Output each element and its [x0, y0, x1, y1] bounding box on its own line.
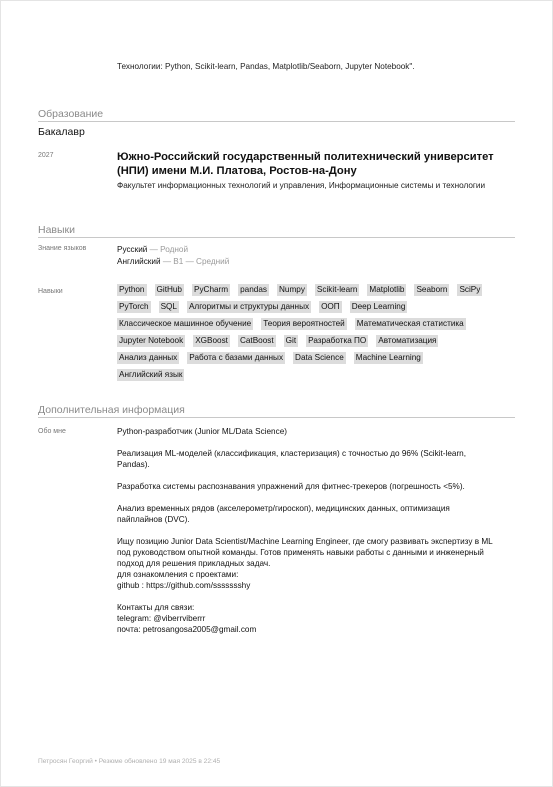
- skill-tag: XGBoost: [195, 336, 228, 345]
- technologies-line: Технологии: Python, Scikit-learn, Pandas, Matplotlib/Seaborn, Jupyter Notebook".: [117, 62, 415, 71]
- skill-tag: pandas: [240, 285, 267, 294]
- about-line: Разработка системы распознавания упражнений для фитнес-трекеров (погрешность <5%).: [117, 482, 465, 491]
- skill-tag: Разработка ПО: [308, 336, 367, 345]
- language-english: [117, 257, 229, 266]
- paragraph-gap: [117, 437, 497, 448]
- skill-tag: SciPy: [459, 285, 481, 294]
- language-name: Английский: [117, 257, 161, 266]
- skills-list: [117, 284, 497, 381]
- about-line: Python-разработчик (Junior ML/Data Science): [117, 427, 287, 436]
- about-line: Реализация ML-моделей (классификация, кластеризация) с точностью до 96% (Scikit-learn, Pandas).: [117, 449, 467, 469]
- skill-tag: Теория вероятностей: [263, 319, 345, 328]
- skill-tag: Matplotlib: [369, 285, 405, 294]
- skill-tag: Data Science: [295, 353, 344, 362]
- paragraph-gap: [117, 470, 497, 481]
- paragraph-gap: [117, 525, 497, 536]
- skill-tag: Классическое машинное обучение: [119, 319, 252, 328]
- skill-tag: Математическая статистика: [356, 319, 464, 328]
- language-russian: [117, 245, 188, 254]
- skill-tag: Numpy: [278, 285, 305, 294]
- education-section-title: Образование: [38, 108, 104, 120]
- languages-label: Знание языков: [38, 245, 87, 252]
- skill-tag: Scikit-learn: [316, 285, 358, 294]
- about-line: для ознакомления с проектами:: [117, 570, 239, 579]
- about-line: github : https://github.com/ssssssshy: [117, 581, 251, 590]
- paragraph-gap: [117, 591, 497, 602]
- skill-tag: Английский язык: [119, 370, 183, 379]
- skill-tag: Git: [285, 336, 297, 345]
- skill-tag: Анализ данных: [119, 353, 178, 362]
- skill-tag: SQL: [160, 302, 177, 311]
- additional-divider: [38, 417, 515, 418]
- skill-tag: Deep Learning: [351, 302, 406, 311]
- about-line: Ищу позицию Junior Data Scientist/Machine Learning Engineer, где смогу развивать экспертизу в ML под руководством опытной команды. Готов применять навыки работы с данными и инженерный подход для решения прикладных задач.: [117, 537, 493, 568]
- about-line: telegram: @viberrviberrr: [117, 614, 206, 623]
- skill-tag: Jupyter Notebook: [119, 336, 184, 345]
- education-year: 2027: [38, 152, 54, 159]
- language-level: — Родной: [147, 245, 189, 254]
- about-line: почта: petrosangosa2005@gmail.com: [117, 625, 257, 634]
- skill-tag: Seaborn: [416, 285, 448, 294]
- footer-text: Петросян Георгий • Резюме обновлено 19 мая 2025 в 22:45: [38, 758, 221, 765]
- language-name: Русский: [117, 245, 148, 254]
- about-line: Контакты для связи:: [117, 603, 195, 612]
- skill-tag: Алгоритмы и структуры данных: [188, 302, 310, 311]
- skill-tag: Machine Learning: [355, 353, 421, 362]
- about-label: Обо мне: [38, 428, 66, 435]
- skill-tag: Автоматизация: [378, 336, 437, 345]
- faculty: Факультет информационных технологий и управления, Информационные системы и технологии: [117, 181, 486, 190]
- additional-section-title: Дополнительная информация: [38, 404, 185, 416]
- skill-tag: GitHub: [156, 285, 182, 294]
- degree: Бакалавр: [38, 126, 85, 138]
- skills-divider: [38, 237, 515, 238]
- university-name: Южно-Российский государственный политехнический университет (НПИ) имени М.И. Платова, Ростов-на-Дону: [117, 151, 494, 177]
- about-text: [117, 426, 497, 635]
- paragraph-gap: [117, 492, 497, 503]
- about-line: Анализ временных рядов (акселерометр/гироскоп), медицинских данных, оптимизация пайплайнов (DVC).: [117, 504, 450, 524]
- language-level: — B1 — Средний: [160, 257, 230, 266]
- education-divider: [38, 121, 515, 122]
- skills-section-title: Навыки: [38, 224, 76, 236]
- skill-tag: PyTorch: [119, 302, 149, 311]
- skill-tag: CatBoost: [239, 336, 274, 345]
- skill-tag: Python: [119, 285, 145, 294]
- skill-tag: PyCharm: [193, 285, 229, 294]
- skills-label: Навыки: [38, 288, 63, 295]
- skill-tag: Работа с базами данных: [189, 353, 284, 362]
- skill-tag: ООП: [321, 302, 340, 311]
